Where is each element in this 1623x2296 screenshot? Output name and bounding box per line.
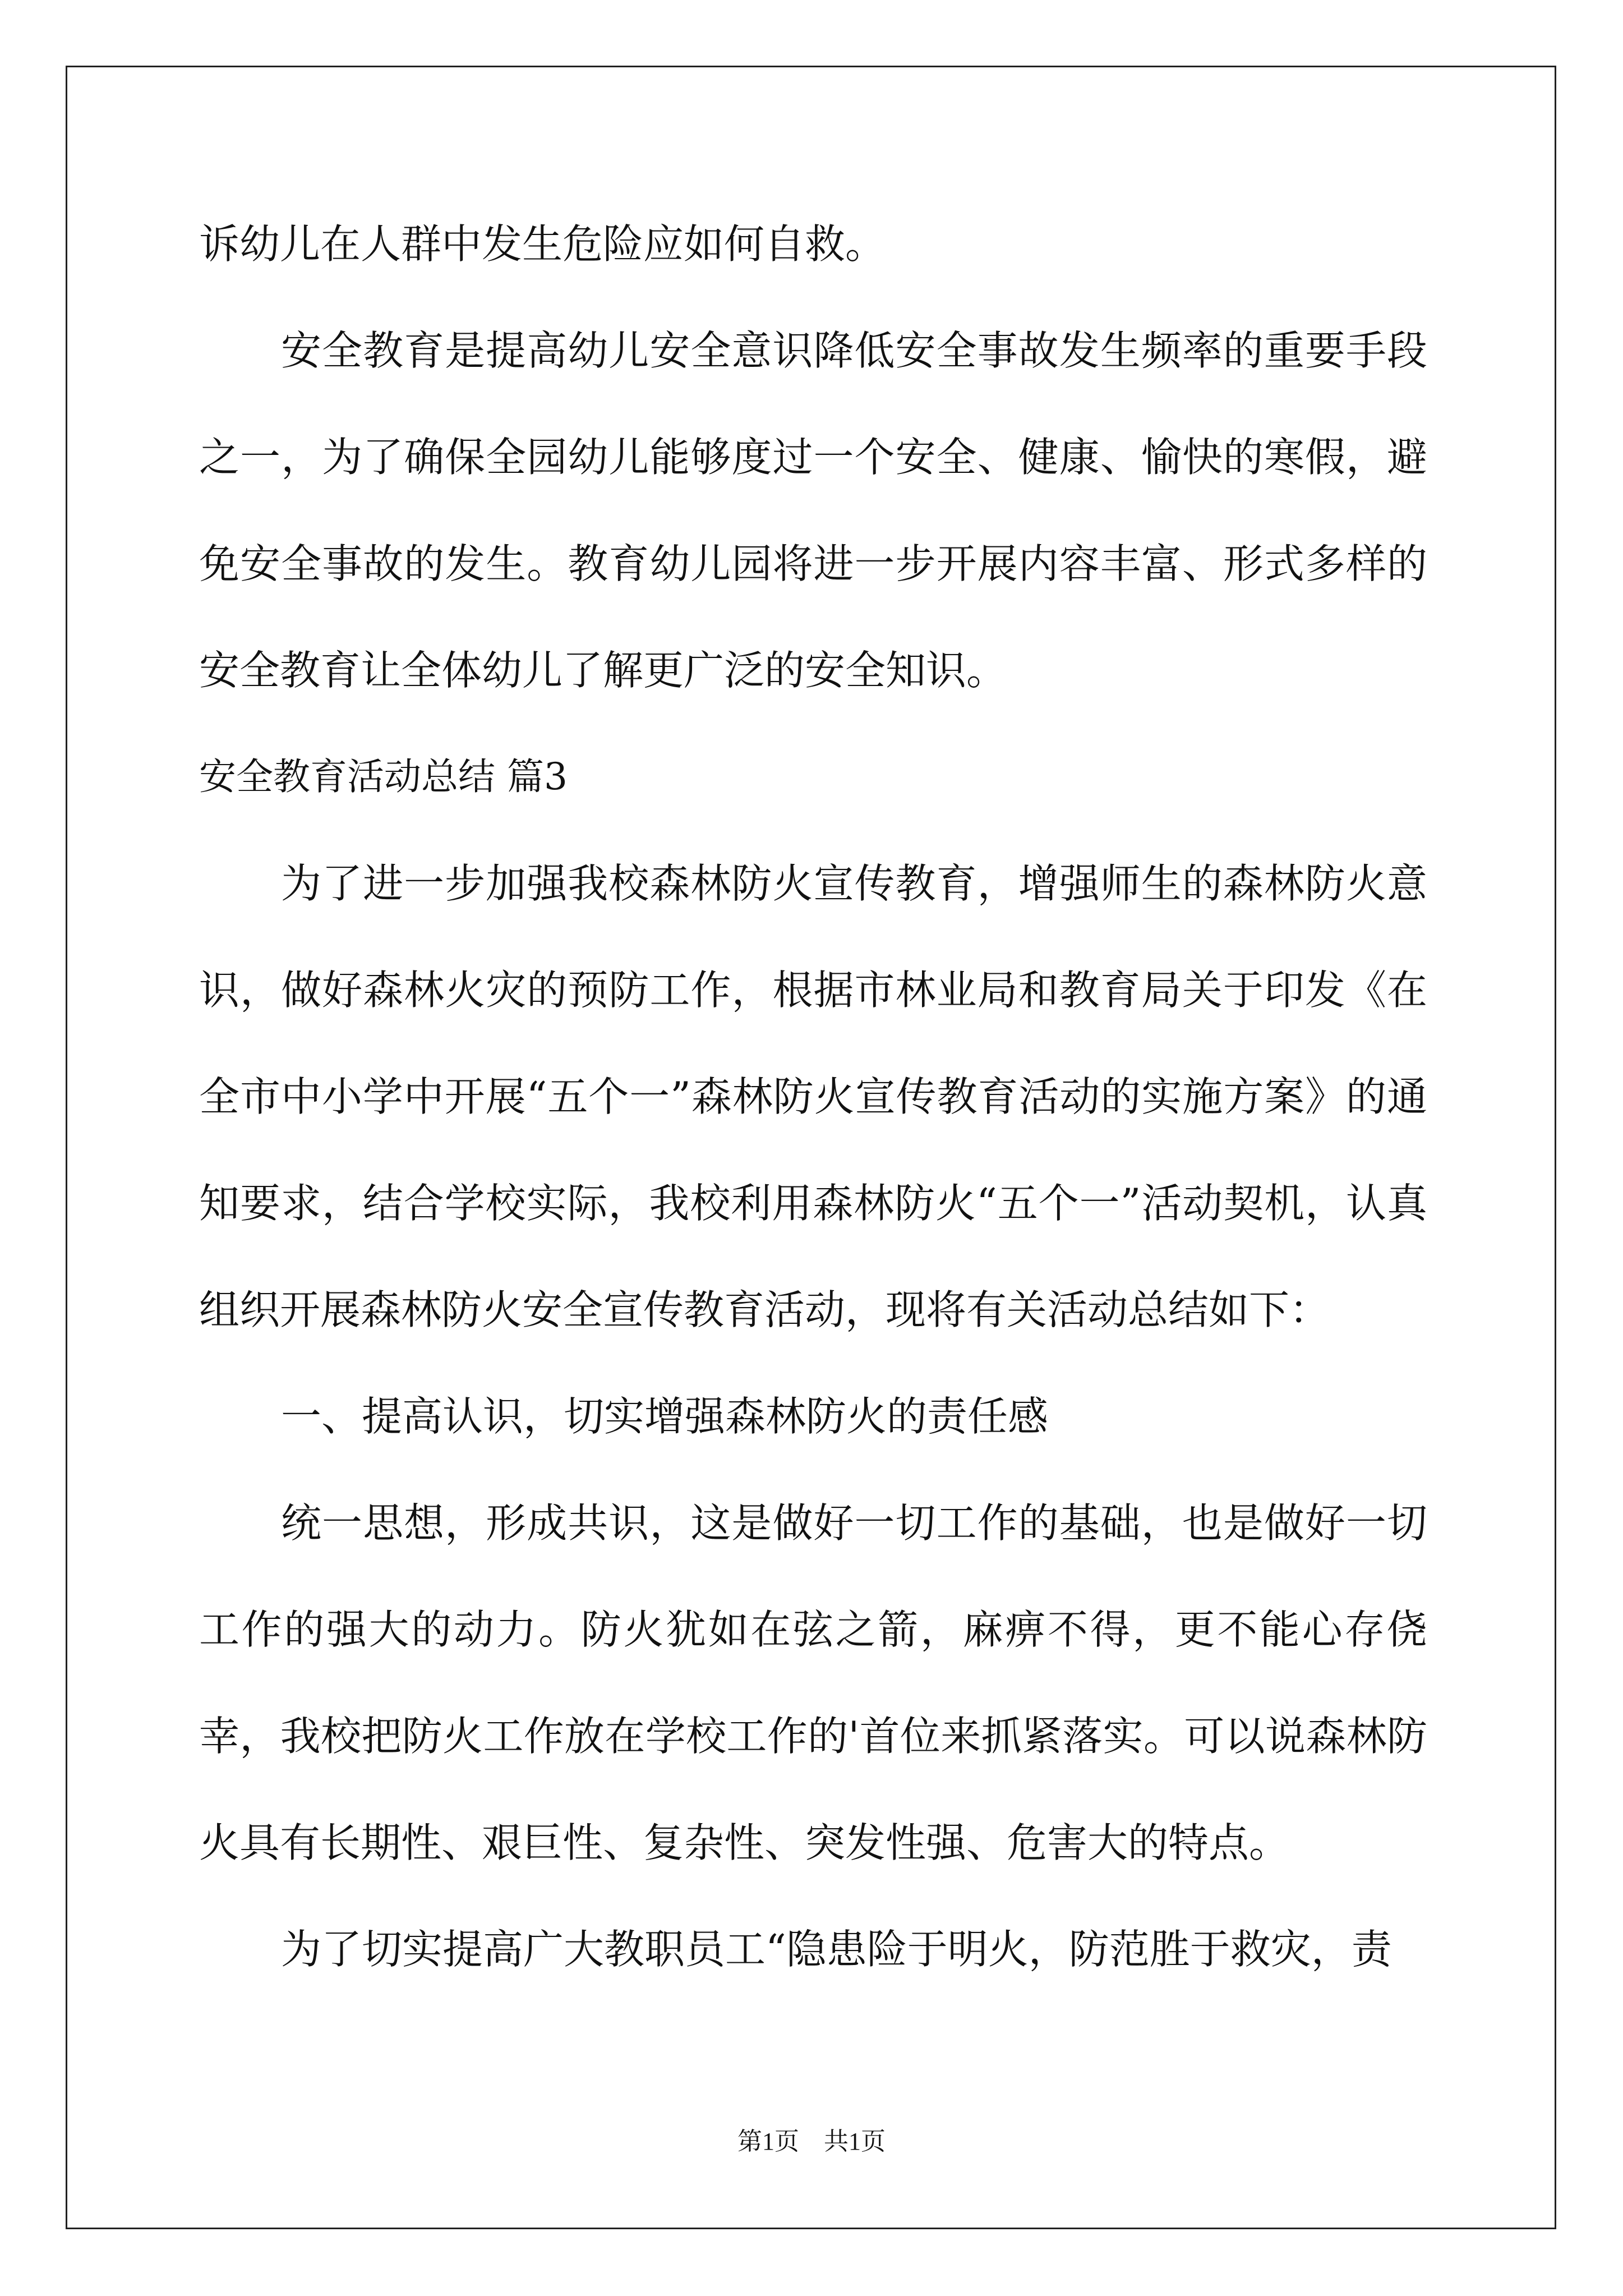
paragraph-section-one-title: 一、提高认识，切实增强森林防火的责任感 <box>281 1393 1049 1440</box>
paragraph-hazard-awareness: 为了切实提高广大教职员工“隐患险于明火，防范胜于救灾，责 <box>281 1926 1392 1973</box>
paragraph-unified-thinking: 统一思想，形成共识，这是做好一切工作的基础，也是做好一切工作的强大的动力。防火犹如在弦之箭，麻痹不得，更不能心存侥幸，我校把防火工作放在学校工作的'首位来抓紧落实。可以说森林防火具有长期性、艰巨性、复杂性、突发性强、危害大的特点。 <box>199 1499 1427 1866</box>
section-heading: 安全教育活动总结 篇3 <box>199 755 568 798</box>
paragraph-safety-education: 安全教育是提高幼儿安全意识降低安全事故发生频率的重要手段之一，为了确保全园幼儿能够度过一个安全、健康、愉快的寒假，避免安全事故的发生。教育幼儿园将进一步开展内容丰富、形式多样的安全教育让全体幼儿了解更广泛的安全知识。 <box>199 327 1427 694</box>
paragraph-forest-fire-intro: 为了进一步加强我校森林防火宣传教育，增强师生的森林防火意识，做好森林火灾的预防工作，根据市林业局和教育局关于印发《在全市中小学中开展“五个一”森林防火宣传教育活动的实施方案》的通知要求，结合学校实际，我校利用森林防火“五个一”活动契机，认真组织开展森林防火安全宣传教育活动，现将有关活动总结如下： <box>199 860 1427 1333</box>
page-number-footer: 第1页 共1页 <box>737 2128 886 2155</box>
paragraph-continuation: 诉幼儿在人群中发生危险应如何自救。 <box>199 220 886 268</box>
